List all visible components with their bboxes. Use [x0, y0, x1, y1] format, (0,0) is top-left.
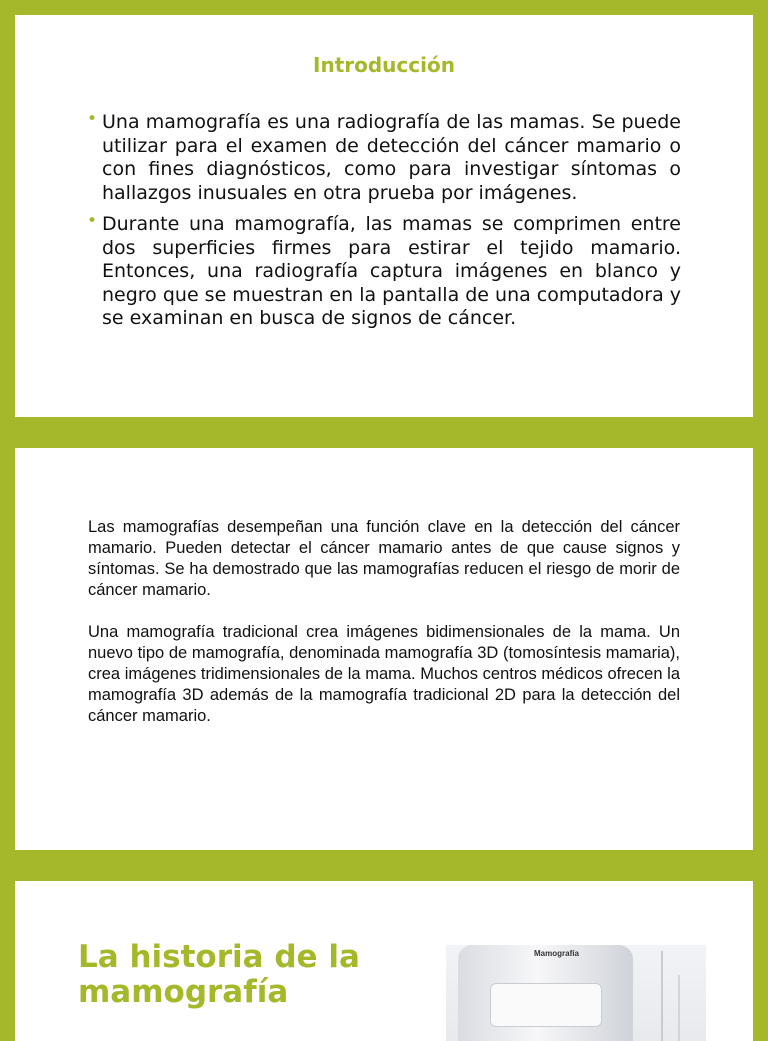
stand-pole	[678, 975, 680, 1041]
slide-title: La historia de la mamografía	[78, 939, 360, 1010]
paragraph: Las mamografías desempeñan una función clave en la detección del cáncer mamario. Pueden detectar el cáncer mamario antes de que cause signos y síntomas. Se ha demostrado que las mamografías reducen el riesgo de morir de cáncer mamario.	[88, 518, 680, 599]
machine-panel	[490, 983, 602, 1027]
stand-pole	[661, 951, 663, 1041]
image-label: Mamografía	[534, 949, 579, 958]
slide-introduccion	[15, 15, 753, 417]
slide-title: Introducción	[313, 53, 455, 77]
slide-historia	[15, 881, 753, 1041]
bullet-dot-icon: •	[87, 109, 98, 129]
paragraph: Una mamografía tradicional crea imágenes bidimensionales de la mama. Un nuevo tipo de mamografía, denominada mamografía 3D (tomosíntesis mamaria), crea imágenes tridimensionales de la mama. Muchos centros médicos ofrecen la mamografía 3D además de la mamografía tradicional 2D para la detección del cáncer mamario.	[88, 623, 680, 725]
bullet-dot-icon: •	[87, 211, 98, 231]
mammography-machine-image	[446, 945, 706, 1041]
list-item	[87, 213, 681, 331]
bullet-text: Una mamografía es una radiografía de las mamas. Se puede utilizar para el examen de detección del cáncer mamario o con fines diagnósticos, como para investigar síntomas o hallazgos inusuales en otra prueba por imágenes.	[102, 111, 681, 204]
slide-funcion-clave	[15, 448, 753, 850]
bullet-text: Durante una mamografía, las mamas se comprimen entre dos superficies firmes para estirar el tejido mamario. Entonces, una radiografía captura imágenes en blanco y negro que se muestran en la pantalla de una computadora y se examinan en busca de signos de cáncer.	[102, 213, 681, 329]
bullet-list	[87, 111, 681, 339]
body-text	[88, 517, 680, 748]
list-item	[87, 111, 681, 205]
